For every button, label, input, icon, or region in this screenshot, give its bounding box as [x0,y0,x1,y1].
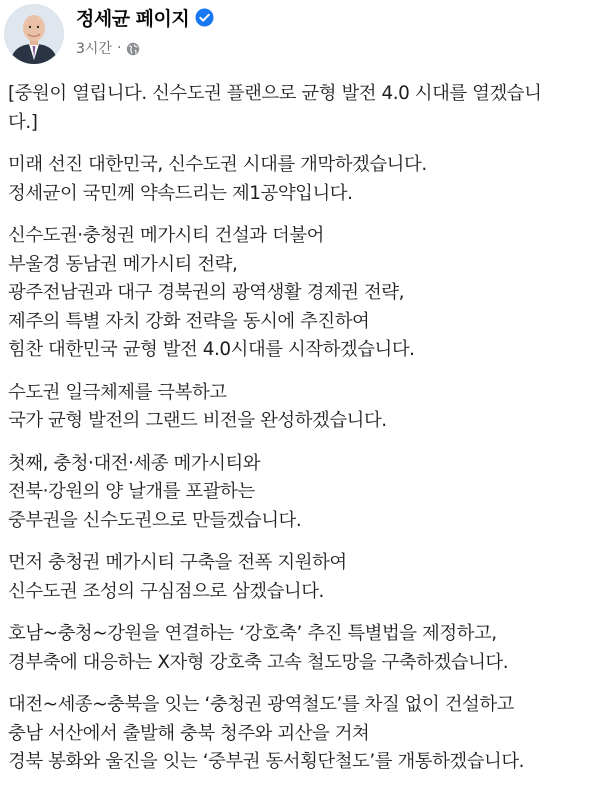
post-body [8,80,608,791]
paragraph [8,691,608,777]
text-line: 다.] [8,111,38,133]
paragraph [8,222,608,365]
text-line: 제주의 특별 자치 강화 전략을 동시에 추진하여 [8,310,370,332]
text-line: 충남 서산에서 출발해 충북 청주와 괴산을 거쳐 [8,722,370,744]
text-line: 전북·강원의 양 날개를 포괄하는 [8,481,255,502]
post-timestamp[interactable]: 3시간 [76,41,112,57]
text-line: 호남~충청~강원을 연결하는 ‘강호축’ 추진 특별법을 제정하고, [8,623,497,644]
paragraph [8,379,608,436]
avatar-photo [4,4,64,64]
text-line: 광주전남권과 대구 경북권의 광역생활 경제권 전략, [8,282,404,303]
paragraph [8,80,608,137]
text-line: 첫째, 충청·대전·세종 메가시티와 [8,452,261,474]
text-line: 중부권을 신수도권으로 만들겠습니다. [8,509,302,531]
paragraph [8,450,608,536]
text-line: 수도권 일극체제를 극복하고 [8,381,227,403]
text-line: 경북 봉화와 울진을 잇는 ‘중부권 동서횡단철도’를 개통하겠습니다. [8,751,525,772]
post-header [0,0,611,76]
author-info [76,4,214,58]
text-line: 미래 선진 대한민국, 신수도권 시대를 개막하겠습니다. [8,154,427,175]
text-line: 정세균이 국민께 약속드리는 제1공약입니다. [8,182,353,204]
text-line: 국가 균형 발전의 그랜드 비전을 완성하겠습니다. [8,410,387,431]
text-line: 대전~세종~충북을 잇는 ‘충청권 광역철도’를 차질 없이 건설하고 [8,694,514,715]
text-line: 경부축에 대응하는 X자형 강호축 고속 철도망을 구축하겠습니다. [8,651,509,673]
meta-separator: · [116,40,122,56]
text-line: [중원이 열립니다. 신수도권 플랜으로 균형 발전 4.0 시대를 열겠습니 [8,83,542,104]
paragraph [8,151,608,208]
text-line: 신수도권·충청권 메가시티 건설과 더불어 [8,225,324,246]
author-name[interactable]: 정세균 페이지 [76,7,190,30]
paragraph [8,620,608,677]
text-line: 힘찬 대한민국 균형 발전 4.0시대를 시작하겠습니다. [8,339,415,360]
author-avatar[interactable] [4,4,64,64]
text-line: 신수도권 조성의 구심점으로 삼겠습니다. [8,580,324,602]
paragraph [8,549,608,606]
globe-icon[interactable] [126,41,140,55]
text-line: 부울경 동남권 메가시티 전략, [8,253,238,275]
verified-badge-icon [195,8,214,27]
text-line: 먼저 충청권 메가시티 구축을 전폭 지원하여 [8,552,347,573]
